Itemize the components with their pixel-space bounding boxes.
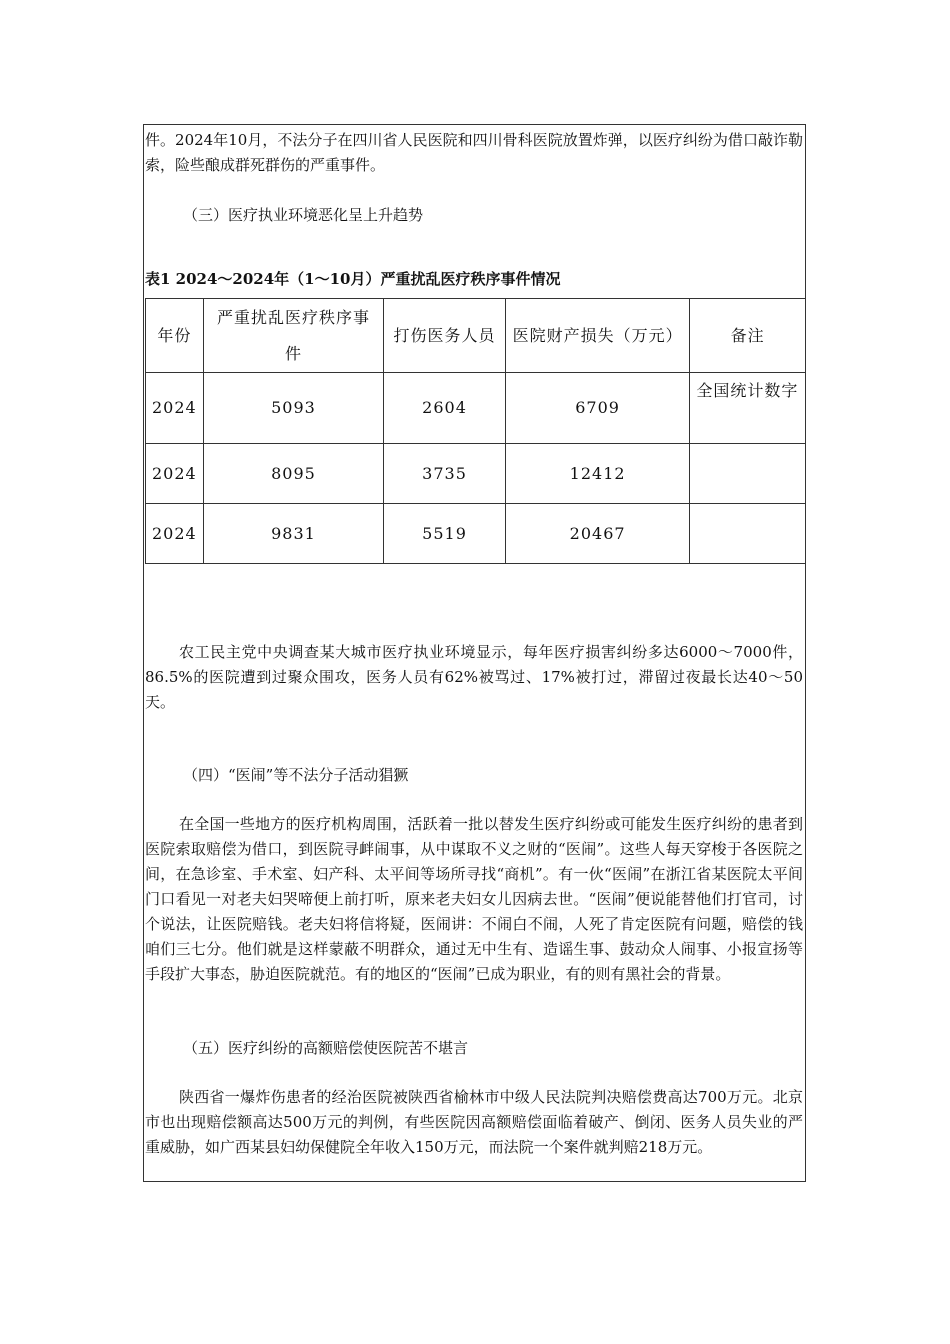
- table-row: [146, 373, 806, 444]
- cell-injured: 5519: [384, 504, 506, 564]
- table-caption: 表1 2024～2024年（1～10月）严重扰乱医疗秩序事件情况: [145, 270, 561, 288]
- section-heading-3: （三）医疗执业环境恶化呈上升趋势: [183, 206, 424, 224]
- cell-year: 2024: [146, 373, 204, 444]
- cell-note: [690, 444, 806, 504]
- paragraph-compensation: 陕西省一爆炸伤患者的经治医院被陕西省榆林市中级人民法院判决赔偿费高达700万元。北京市也出现赔偿额高达500万元的判例，有些医院因高额赔偿面临着破产、倒闭、医务人员失业的严重威胁，如广西某县妇幼保健院全年收入150万元，而法院一个案件就判赔218万元。: [145, 1088, 803, 1156]
- header-events: 严重扰乱医疗秩序事件: [203, 299, 383, 373]
- cell-loss: 6709: [505, 373, 689, 444]
- cell-loss: 12412: [505, 444, 689, 504]
- cell-note: [690, 504, 806, 564]
- cell-events: 8095: [203, 444, 383, 504]
- header-loss: 医院财产损失（万元）: [505, 299, 689, 373]
- cell-injured: 3735: [384, 444, 506, 504]
- header-note: 备注: [690, 299, 806, 373]
- cell-injured: 2604: [384, 373, 506, 444]
- cell-year: 2024: [146, 444, 204, 504]
- paragraph-bomb-incident: 件。2024年10月，不法分子在四川省人民医院和四川骨科医院放置炸弹，以医疗纠纷为借口敲诈勒索，险些酿成群死群伤的严重事件。: [145, 131, 803, 174]
- incident-table: [145, 298, 806, 564]
- cell-events: 9831: [203, 504, 383, 564]
- cell-events: 5093: [203, 373, 383, 444]
- header-injured: 打伤医务人员: [384, 299, 506, 373]
- cell-loss: 20467: [505, 504, 689, 564]
- table-header-row: [146, 299, 806, 373]
- paragraph-yinao: 在全国一些地方的医疗机构周围，活跃着一批以替发生医疗纠纷或可能发生医疗纠纷的患者到医院索取赔偿为借口，到医院寻衅闹事，从中谋取不义之财的“医闹”。这些人每天穿梭于各医院之间，在急诊室、手术室、妇产科、太平间等场所寻找“商机”。有一伙“医闹”在浙江省某医院太平间门口看见一对老夫妇哭啼便上前打听，原来老夫妇女儿因病去世。“医闹”便说能替他们打官司，讨个说法，让医院赔钱。老夫妇将信将疑，医闹讲：不闹白不闹，人死了肯定医院有问题，赔偿的钱咱们三七分。他们就是这样蒙蔽不明群众，通过无中生有、造谣生事、鼓动众人闹事、小报宣扬等手段扩大事态，胁迫医院就范。有的地区的“医闹”已成为职业，有的则有黑社会的背景。: [145, 815, 803, 983]
- header-year: 年份: [146, 299, 204, 373]
- section-heading-5: （五）医疗纠纷的高额赔偿使医院苦不堪言: [183, 1039, 469, 1057]
- section-heading-4: （四）“医闹”等不法分子活动猖獗: [183, 766, 409, 784]
- paragraph-survey: 农工民主党中央调查某大城市医疗执业环境显示，每年医疗损害纠纷多达6000～7000件，86.5%的医院遭到过聚众围攻，医务人员有62%被骂过、17%被打过，滞留过夜最长达40～50天。: [145, 643, 803, 711]
- table-row: [146, 444, 806, 504]
- cell-note: 全国统计数字: [690, 373, 806, 444]
- cell-year: 2024: [146, 504, 204, 564]
- table-row: [146, 504, 806, 564]
